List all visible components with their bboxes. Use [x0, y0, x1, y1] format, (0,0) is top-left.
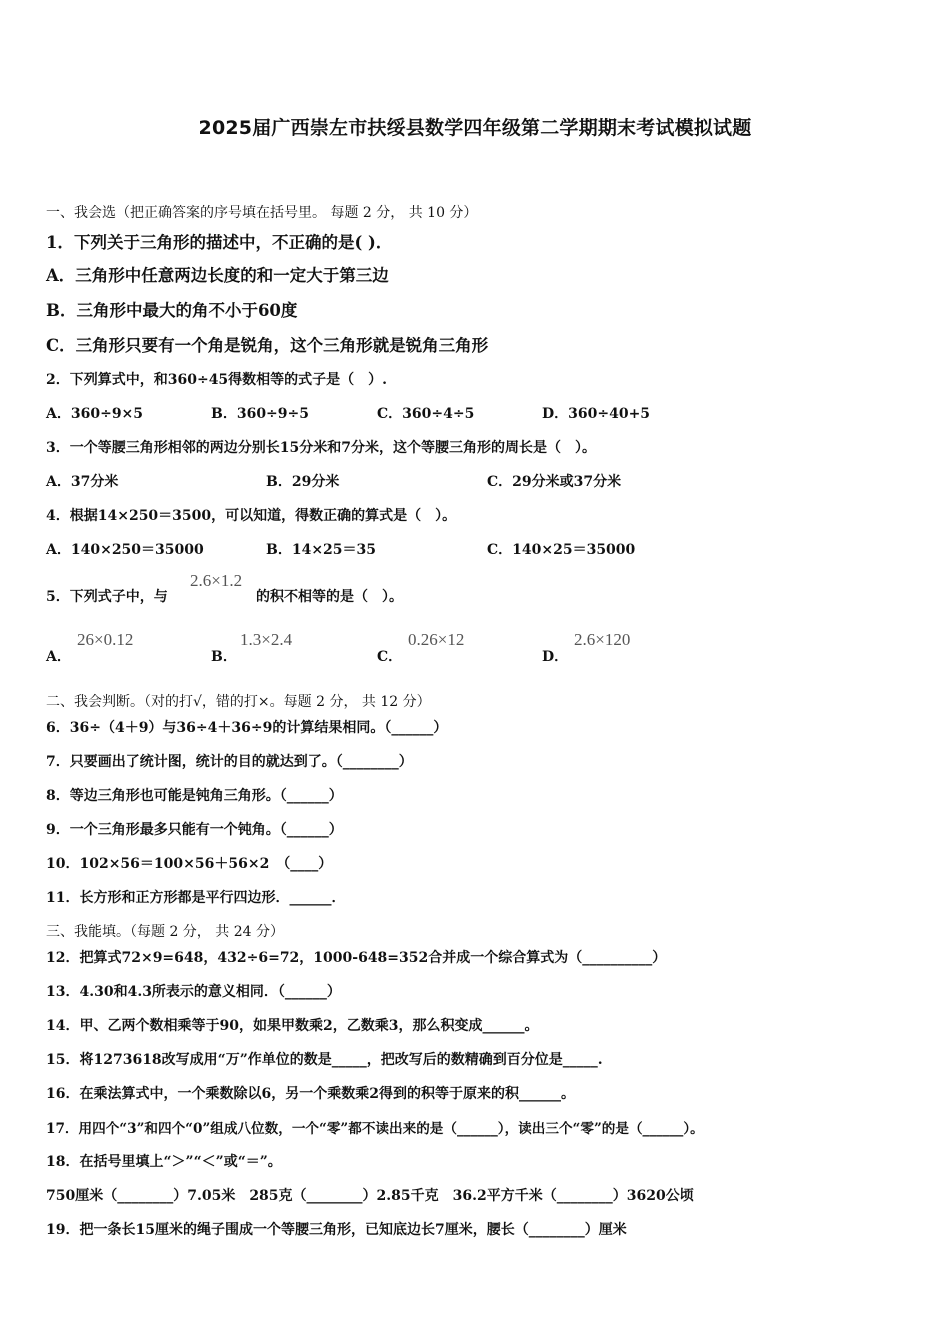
q19: 19．把一条长15厘米的绳子围成一个等腰三角形，已知底边长7厘米，腰长（________）厘米 [46, 1222, 627, 1238]
q12: 12．把算式72×9=648，432÷6=72，1000-648=352合并成一个综合算式为（__________） [46, 950, 667, 966]
q16: 16．在乘法算式中，一个乘数除以6，另一个乘数乘2得到的积等于原来的积______。 [46, 1086, 575, 1102]
q4-option-c: C．140×25＝35000 [487, 542, 636, 558]
q3-option-a: A．37分米 [46, 474, 119, 490]
q18: 18．在括号里填上“＞”“＜”或“＝”。 [46, 1154, 282, 1170]
q4-option-a: A．140×250＝35000 [46, 542, 204, 558]
q5-option-c-formula: 0.26×12 [408, 630, 465, 649]
q8: 8．等边三角形也可能是钝角三角形。（______） [46, 788, 343, 804]
q2-option-d: D．360÷40+5 [542, 406, 651, 422]
q9: 9．一个三角形最多只能有一个钝角。（______） [46, 822, 343, 838]
q5-option-a-label: A． [46, 649, 71, 665]
page-title: 2025届广西崇左市扶绥县数学四年级第二学期期末考试模拟试题 [198, 117, 752, 139]
q2-option-b: B．360÷9÷5 [211, 406, 309, 422]
section3-heading: 三、我能填。（每题 2 分， 共 24 分） [46, 924, 284, 940]
q2-option-a: A．360÷9×5 [46, 406, 144, 422]
q2-stem: 2．下列算式中，和360÷45得数相等的式子是（ ）. [46, 372, 388, 388]
q17: 17．用四个“3”和四个“0”组成八位数，一个“零”都不读出来的是（______），读出三个“零”的是（______）。 [46, 1121, 704, 1137]
q1-option-a: A．三角形中任意两边长度的和一定大于第三边 [46, 266, 389, 285]
q1-option-c: C．三角形只要有一个角是锐角，这个三角形就是锐角三角形 [46, 336, 489, 355]
q13: 13．4.30和4.3所表示的意义相同．（______） [46, 984, 341, 1000]
section1-heading: 一、我会选（把正确答案的序号填在括号里。 每题 2 分， 共 10 分） [46, 205, 478, 221]
q7: 7．只要画出了统计图，统计的目的就达到了。（________） [46, 754, 413, 770]
q5-option-a-formula: 26×0.12 [77, 630, 134, 649]
q4-stem: 4．根据14×250＝3500，可以知道，得数正确的算式是（ ）。 [46, 508, 457, 524]
q4-option-b: B．14×25＝35 [266, 542, 377, 558]
q5-stem-suffix: 的积不相等的是（ ）。 [256, 589, 403, 605]
q15: 15．将1273618改写成用“万”作单位的数是_____，把改写后的数精确到百分位是_____. [46, 1052, 603, 1068]
q5-option-d-label: D． [542, 649, 569, 665]
q3-option-c: C．29分米或37分米 [487, 474, 622, 490]
q10: 10．102×56＝100×56＋56×2 （____） [46, 856, 333, 872]
q1-option-b: B．三角形中最大的角不小于60度 [46, 301, 298, 320]
q5-option-b-label: B． [211, 649, 237, 665]
q5-stem-prefix: 5．下列式子中，与 [46, 589, 168, 605]
q6: 6．36÷（4＋9）与36÷4＋36÷9的计算结果相同。（______） [46, 720, 448, 736]
section2-heading: 二、我会判断。（对的打√，错的打×。每题 2 分， 共 12 分） [46, 694, 431, 710]
q5-stem-formula: 2.6×1.2 [190, 571, 243, 590]
q5-option-c-label: C． [377, 649, 403, 665]
q11: 11．长方形和正方形都是平行四边形．______． [46, 890, 346, 906]
q14: 14．甲、乙两个数相乘等于90，如果甲数乘2，乙数乘3，那么积变成______。 [46, 1018, 539, 1034]
q18-items: 750厘米（________）7.05米 285克（________）2.85千克 36.2平方千米（________）3620公顷 [46, 1188, 694, 1204]
q3-option-b: B．29分米 [266, 474, 340, 490]
q2-option-c: C．360÷4÷5 [377, 406, 475, 422]
q1-stem: 1．下列关于三角形的描述中，不正确的是( )． [46, 233, 393, 252]
q3-stem: 3．一个等腰三角形相邻的两边分别长15分米和7分米，这个等腰三角形的周长是（ ）。 [46, 440, 596, 456]
q5-option-d-formula: 2.6×120 [574, 630, 631, 649]
q5-option-b-formula: 1.3×2.4 [240, 630, 293, 649]
